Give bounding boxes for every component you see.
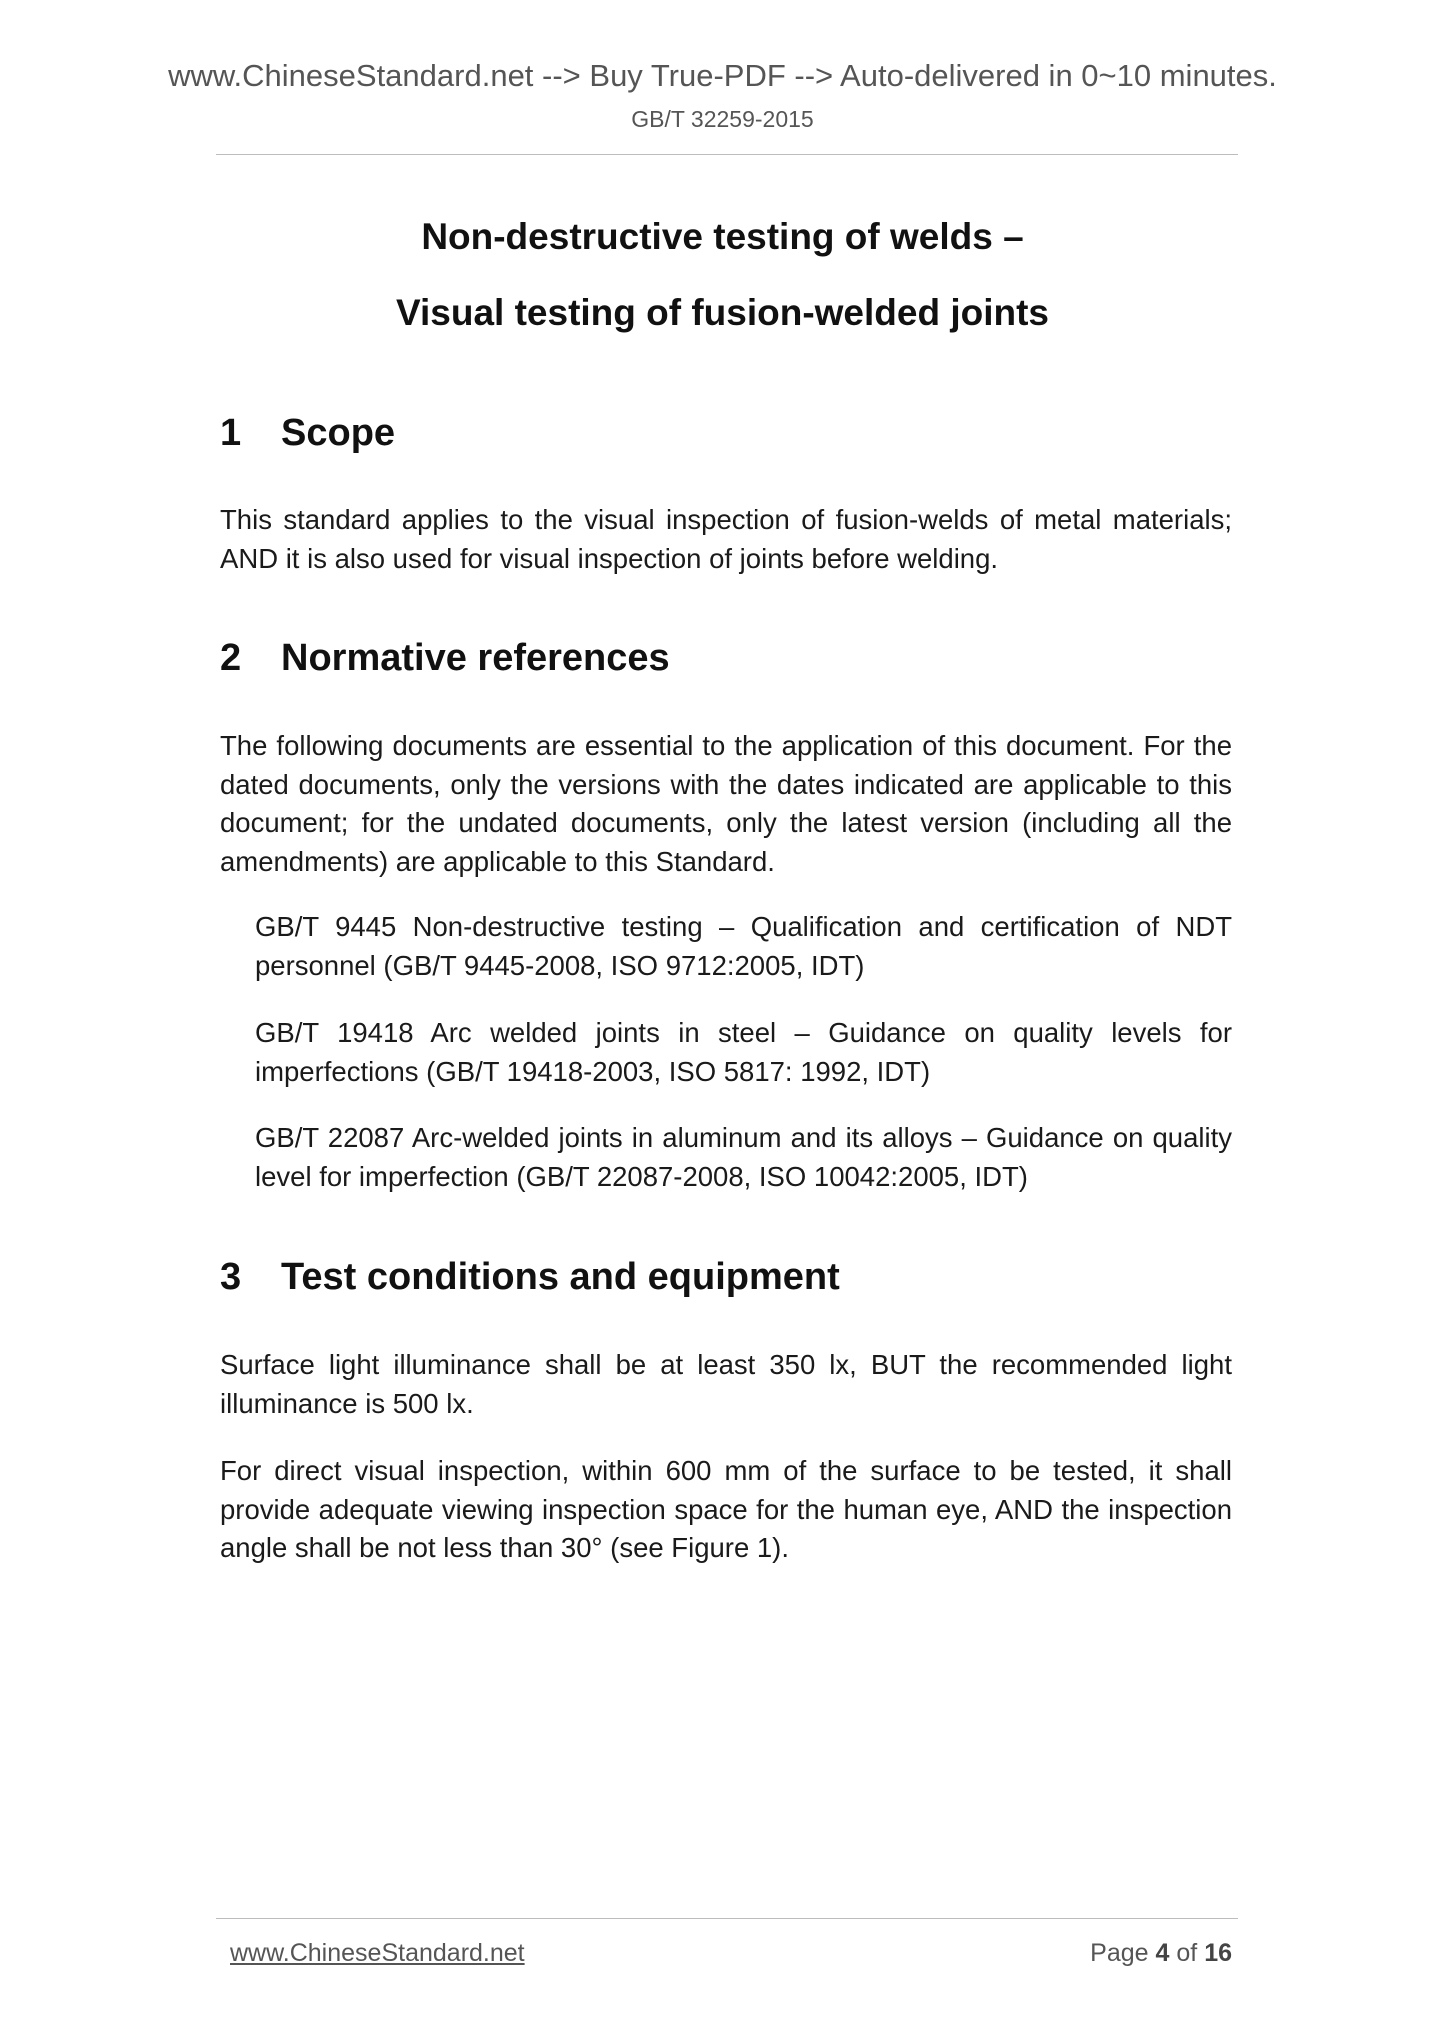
page-prefix: Page (1090, 1939, 1149, 1967)
section-number: 2 (220, 637, 242, 679)
section-title: Normative references (281, 637, 670, 679)
reference-item: GB/T 19418 Arc welded joints in steel – Guidance on quality levels for imperfections (GB/T 19418-2003, ISO 5817: 1992, IDT) (255, 1017, 1232, 1087)
page-total: 16 (1204, 1939, 1232, 1967)
site-banner: www.ChineseStandard.net --> Buy True-PDF --> Auto-delivered in 0~10 minutes. (168, 58, 1277, 93)
section-number: 1 (220, 412, 242, 454)
scope-paragraph: This standard applies to the visual inspection of fusion-welds of metal materials; AND it is also used for visual inspection of joints before welding. (220, 504, 1232, 574)
normative-references-paragraph: The following documents are essential to the application of this document. For the dated documents, only the versions with the dates indicated are applicable to this document; for the undated documents, only the latest version (including all the amendments) are applicable to this Standard. (220, 730, 1232, 877)
footer-divider (216, 1918, 1238, 1919)
section-number: 3 (220, 1256, 242, 1298)
reference-item: GB/T 22087 Arc-welded joints in aluminum and its alloys – Guidance on quality level for imperfection (GB/T 22087-2008, ISO 10042:2005, IDT) (255, 1122, 1232, 1192)
section-3-heading (220, 1256, 840, 1299)
header-divider (216, 154, 1238, 155)
page-of: of (1176, 1939, 1198, 1967)
direct-inspection-paragraph: For direct visual inspection, within 600 mm of the surface to be tested, it shall provide adequate viewing inspection space for the human eye, AND the inspection angle shall be not less than 30° (see Figure 1). (220, 1455, 1232, 1564)
section-title: Test conditions and equipment (281, 1256, 840, 1298)
section-2-heading (220, 637, 670, 680)
section-title: Scope (281, 412, 396, 454)
document-title-line-2: Visual testing of fusion-welded joints (395, 292, 1050, 333)
footer-site-link[interactable]: www.ChineseStandard.net (230, 1939, 525, 1967)
illuminance-paragraph: Surface light illuminance shall be at least 350 lx, BUT the recommended light illuminance is 500 lx. (220, 1349, 1232, 1419)
page-current: 4 (1155, 1939, 1170, 1967)
document-title-line-1: Non-destructive testing of welds – (421, 216, 1024, 257)
page-indicator (1090, 1939, 1232, 1968)
reference-item: GB/T 9445 Non-destructive testing – Qualification and certification of NDT personnel (GB/T 9445-2008, ISO 9712:2005, IDT) (255, 911, 1232, 981)
section-1-heading (220, 412, 395, 455)
standard-code: GB/T 32259-2015 (631, 106, 814, 132)
